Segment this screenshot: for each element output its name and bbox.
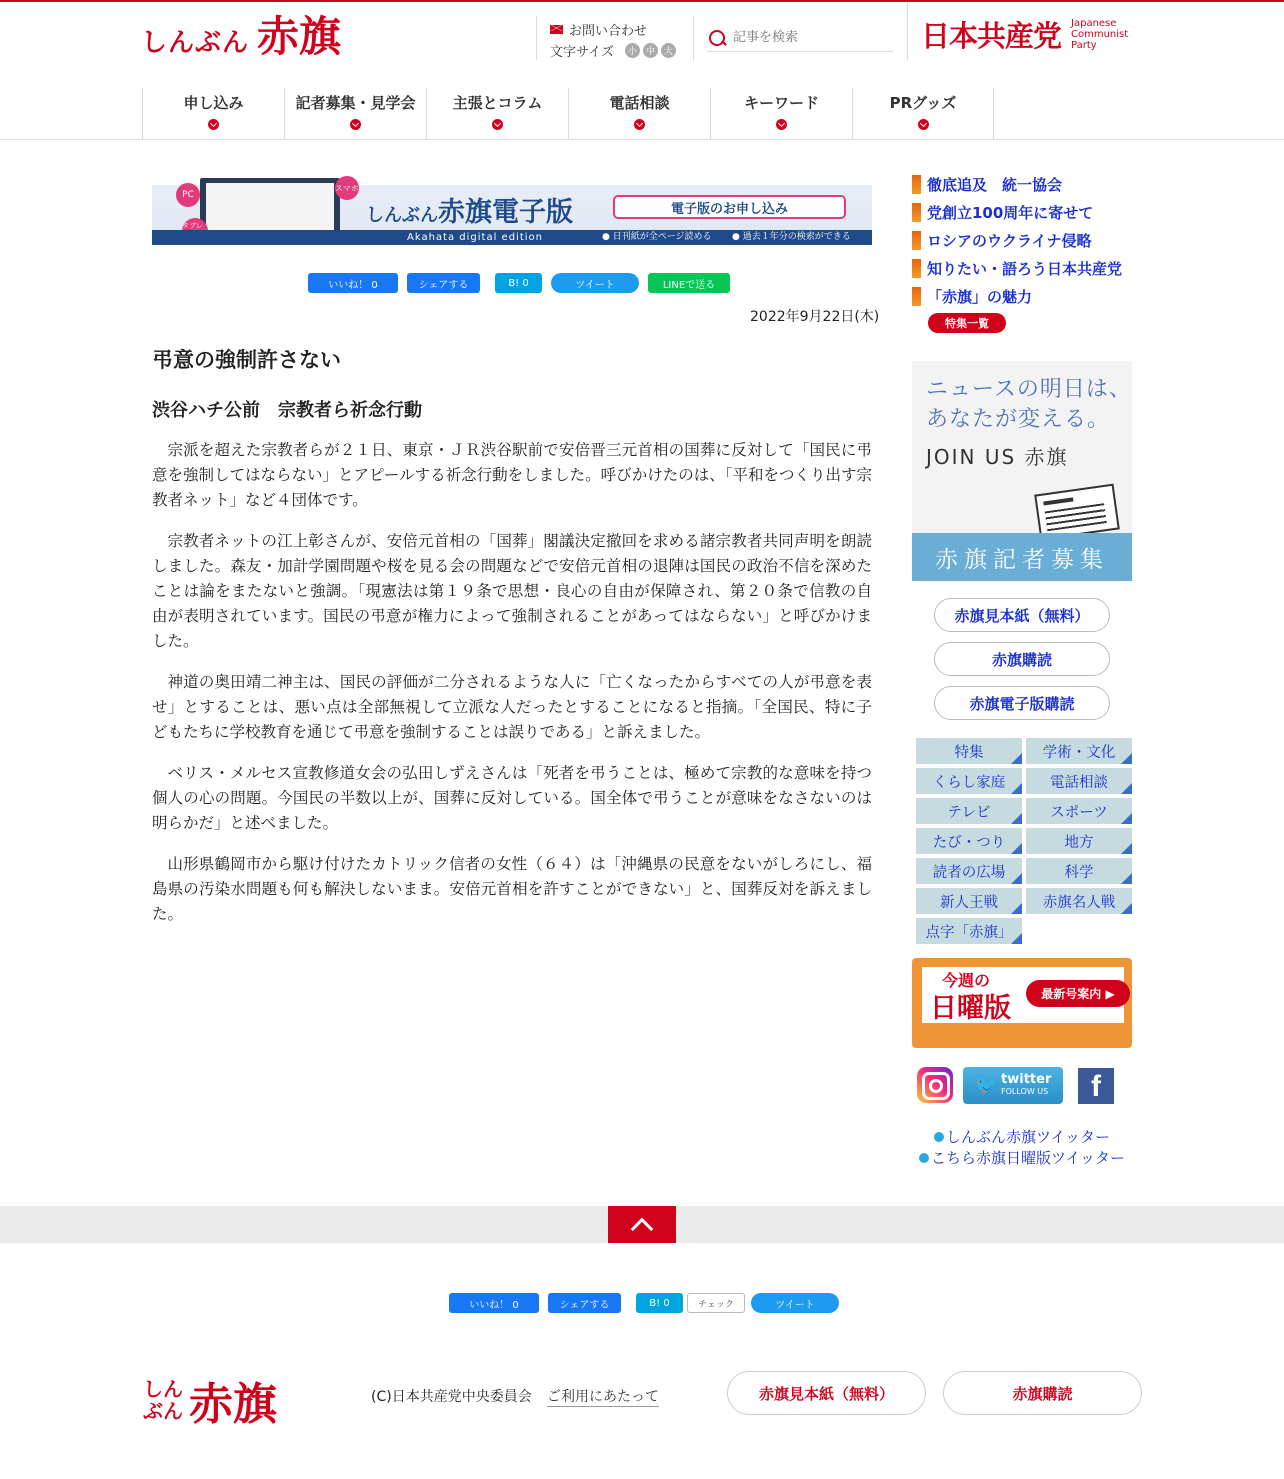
recruit-line: あなたが変える。 <box>926 407 1111 432</box>
party-en-line: Party <box>1071 40 1097 51</box>
search-icon[interactable] <box>707 28 727 48</box>
footer-logo-kana-line: ぶん <box>143 1399 183 1423</box>
party-en-line: Japanese <box>1071 18 1117 29</box>
chevron-down-icon <box>208 119 219 130</box>
nav-item-phone[interactable] <box>568 88 710 140</box>
feature-label: 知りたい・語ろう日本共産党 <box>927 259 1123 278</box>
nav-item-keyword[interactable] <box>710 88 852 140</box>
article-title: 弔意の強制許さない <box>152 348 341 372</box>
mail-icon <box>550 25 563 34</box>
digital-edition-banner[interactable] <box>152 176 872 245</box>
article-paragraph: 神道の奥田靖二神主は、国民の評価が二分されるような人に「亡くなったからすべての人が弔意を表せ」とすることは、悪い点は全部無視して立派な人だったとすることになると指摘。「全国民、特に子どもたちに学校教育を通じて弔意を強制することは誤りである」と訴えました。 <box>152 673 872 741</box>
chevron-down-icon <box>492 119 503 130</box>
mixi-check-button[interactable]: チェック <box>687 1293 745 1313</box>
feature-label: 「赤旗」の魅力 <box>927 287 1033 306</box>
article-paragraph: 宗教者ネットの江上彰さんが、安倍元首相の「国葬」閣議決定撤回を求める諸宗教者共同声明を朗読しました。森友・加計学園問題や桜を見る会の問題などで安倍元首相の退陣は国民の政治不信を深めたことは論をまたないと強調。「現憲法は第１９条で思想・良心の自由が保障され、第２０条で信教の自由が表明されています。国民の弔意が権力によって強制されることがあってはならない」と呼びかけました。 <box>152 532 872 650</box>
article-paragraph: ベリス・メルセス宣教修道女会の弘田しずえさんは「死者を弔うことは、極めて宗教的な意味を持つ個人の心の問題。今国民の半数以上が、国葬に反対している。国全体で弔うことが意味をなさないのは明らかだ」と述べました。 <box>152 764 872 832</box>
line-share-button[interactable]: LINEで送る <box>648 273 730 293</box>
bullet-bar <box>912 175 921 194</box>
sunday-edition-banner[interactable] <box>912 958 1132 1048</box>
bullet-bar <box>912 287 921 306</box>
sunday-twitter-link[interactable] <box>919 1147 1125 1168</box>
contact-label: お問い合わせ <box>569 24 648 39</box>
article-date: 2022年9月22日(木) <box>750 309 880 325</box>
category-link[interactable]: くらし家庭 <box>916 768 1022 794</box>
nav-divider <box>0 139 1284 140</box>
logo-kana: しんぶん <box>141 28 250 58</box>
footer-logo-kana <box>143 1378 183 1422</box>
twitter-follow-label: FOLLOW US <box>1001 1086 1049 1096</box>
twitter-bird-icon: 🐦 <box>974 1075 998 1096</box>
category-link[interactable]: 新人王戦 <box>916 888 1022 914</box>
main-nav <box>142 88 994 140</box>
search-input[interactable] <box>733 30 883 45</box>
chevron-down-icon <box>776 119 787 130</box>
latest-issue-button[interactable]: 最新号案内 ▶ <box>1026 980 1130 1007</box>
copyright: (C)日本共産党中央委員会 <box>371 1389 532 1405</box>
nav-item-apply[interactable] <box>142 88 284 140</box>
contact-link[interactable] <box>550 20 647 39</box>
nav-label: 申し込み <box>183 94 244 112</box>
recruit-headline <box>926 375 1132 435</box>
header-divider <box>536 16 537 60</box>
footer-logo-kanji: 赤旗 <box>189 1379 277 1430</box>
header-divider <box>907 2 908 60</box>
nav-label: 記者募集・見学会 <box>295 94 416 112</box>
feature-link[interactable] <box>912 282 1122 310</box>
bullet-dot <box>934 1132 944 1142</box>
tweet-button[interactable]: ツイート <box>751 1293 839 1313</box>
top-accent-line <box>0 0 1284 2</box>
join-us-label: JOIN US 赤旗 <box>926 445 1069 469</box>
logo-kanji: 赤旗 <box>257 12 342 61</box>
chevron-down-icon <box>634 119 645 130</box>
facebook-share-button[interactable]: シェアする <box>548 1293 621 1313</box>
smartphone-badge: スマホ <box>335 176 359 200</box>
font-size-large-button[interactable]: 大 <box>661 43 676 58</box>
twitter-label: twitter <box>1001 1071 1052 1087</box>
footer-logo[interactable] <box>143 1368 277 1432</box>
banner-note: ● 過去１年分の検索ができる <box>732 232 851 242</box>
banner-title-kana: しんぶん <box>366 205 438 226</box>
tablet-badge: タブレ <box>182 218 208 244</box>
category-link[interactable]: 読者の広場 <box>916 858 1022 884</box>
facebook-like-button[interactable]: いいね！ 0 <box>308 273 398 293</box>
category-link[interactable]: 赤旗名人戦 <box>1026 888 1132 914</box>
sunday-week-label: 今週の <box>942 971 991 990</box>
tweet-button[interactable]: ツイート <box>551 273 639 293</box>
bullet-dot <box>919 1153 929 1163</box>
article-subtitle: 渋谷ハチ公前 宗教者ら祈念行動 <box>152 400 422 421</box>
instagram-icon[interactable] <box>917 1067 953 1103</box>
digital-subscribe-button[interactable]: 赤旗電子版購読 <box>934 686 1110 720</box>
category-link[interactable]: 特集 <box>916 738 1022 764</box>
feature-link[interactable] <box>912 254 1122 282</box>
feature-label: 党創立100周年に寄せて <box>927 203 1094 222</box>
terms-link[interactable]: ご利用にあたって <box>547 1386 659 1407</box>
category-link[interactable]: 点字「赤旗」 <box>916 918 1022 944</box>
chevron-down-icon <box>918 119 929 130</box>
nav-item-recruit[interactable] <box>284 88 426 140</box>
feature-list <box>912 170 1122 310</box>
font-size-control <box>550 41 676 60</box>
recruit-line: ニュースの明日は、 <box>926 377 1132 402</box>
nav-label: キーワード <box>743 94 819 112</box>
recruit-banner[interactable] <box>912 361 1132 581</box>
category-link[interactable]: 科学 <box>1026 858 1132 884</box>
category-link[interactable]: テレビ <box>916 798 1022 824</box>
footer-sample-button[interactable]: 赤旗見本紙（無料） <box>727 1371 926 1415</box>
facebook-share-button[interactable]: シェアする <box>407 273 480 293</box>
facebook-icon[interactable]: f <box>1078 1068 1114 1104</box>
footer-logo-kana-line: しん <box>143 1377 183 1401</box>
footer-subscribe-button[interactable]: 赤旗購読 <box>943 1371 1142 1415</box>
jcp-logo[interactable] <box>921 14 1128 55</box>
bullet-bar <box>912 203 921 222</box>
sample-paper-button[interactable]: 赤旗見本紙（無料） <box>934 598 1110 632</box>
bullet-bar <box>912 259 921 278</box>
font-size-label: 文字サイズ <box>550 45 614 60</box>
facebook-like-button[interactable]: いいね！ 0 <box>449 1293 539 1313</box>
back-to-top-button[interactable] <box>608 1206 676 1243</box>
banner-note: ● 日刊紙が全ページ読める <box>602 232 712 242</box>
digital-edition-apply-button[interactable]: 電子版のお申し込み <box>613 195 846 219</box>
akahata-logo[interactable] <box>141 14 341 60</box>
share-bar-bottom <box>449 1293 848 1313</box>
feature-link[interactable] <box>912 226 1122 254</box>
header-divider <box>693 16 694 60</box>
search-box <box>707 24 893 52</box>
newspaper-illustration <box>1034 484 1120 541</box>
feature-link[interactable] <box>912 170 1122 198</box>
twitter-follow-button[interactable] <box>963 1067 1063 1104</box>
category-link[interactable]: 学術・文化 <box>1026 738 1132 764</box>
chevron-down-icon <box>350 119 361 130</box>
recruit-label: 赤旗記者募集 <box>912 533 1132 581</box>
nav-label: PRグッズ <box>889 94 957 112</box>
sunday-title: 日曜版 <box>930 993 1011 1024</box>
category-link[interactable]: たび・つり <box>916 828 1022 854</box>
hatena-bookmark-button[interactable]: B! 0 <box>636 1293 683 1313</box>
feature-link[interactable] <box>912 198 1122 226</box>
category-grid <box>916 738 1132 944</box>
nav-label: 電話相談 <box>609 94 670 112</box>
article <box>152 344 872 943</box>
subscribe-button[interactable]: 赤旗購読 <box>934 642 1110 676</box>
font-size-medium-button[interactable]: 中 <box>643 43 658 58</box>
banner-strip-text: Akahata digital edition <box>407 232 543 243</box>
font-size-small-button[interactable]: 小 <box>625 43 640 58</box>
hatena-bookmark-button[interactable]: B! 0 <box>495 273 542 293</box>
category-link[interactable]: 電話相談 <box>1026 768 1132 794</box>
nav-item-editorial[interactable] <box>426 88 568 140</box>
pc-badge: PC <box>176 183 200 207</box>
nav-item-goods[interactable] <box>852 88 994 140</box>
banner-title <box>366 190 573 229</box>
twitter-follow-text <box>1001 1071 1052 1098</box>
party-en-line: Communist <box>1071 29 1129 40</box>
party-english <box>1071 18 1128 51</box>
device-screen <box>206 183 334 237</box>
party-name: 日本共産党 <box>921 19 1062 53</box>
bullet-bar <box>912 231 921 250</box>
category-link[interactable]: 地方 <box>1026 828 1132 854</box>
feature-list-button[interactable]: 特集一覧 <box>928 313 1006 333</box>
akahata-twitter-link[interactable] <box>934 1126 1110 1147</box>
nav-label: 主張とコラム <box>452 94 543 112</box>
article-paragraph: 山形県鶴岡市から駆け付けたカトリック信者の女性（６４）は「沖縄県の民意をないがしろにし、福島県の汚染水問題も何も解決しないまま。安倍元首相を許すことができない」と、国葬反対を訴えました。 <box>152 855 872 923</box>
banner-title-main: 赤旗電子版 <box>438 197 573 228</box>
feature-label: 徹底追及 統一協会 <box>927 175 1063 194</box>
feature-label: ロシアのウクライナ侵略 <box>927 231 1092 250</box>
twitter-link-label: しんぶん赤旗ツイッター <box>946 1128 1110 1146</box>
article-paragraph: 宗派を超えた宗教者らが２１日、東京・ＪＲ渋谷駅前で安倍晋三元首相の国葬に反対して「国民に弔意を強制してはならない」とアピールする祈念行動をしました。呼びかけたのは、「平和をつくり出す宗教者ネット」など４団体です。 <box>152 441 872 509</box>
twitter-link-label: こちら赤旗日曜版ツイッター <box>931 1149 1125 1167</box>
category-link[interactable]: スポーツ <box>1026 798 1132 824</box>
share-bar-top <box>308 273 739 293</box>
